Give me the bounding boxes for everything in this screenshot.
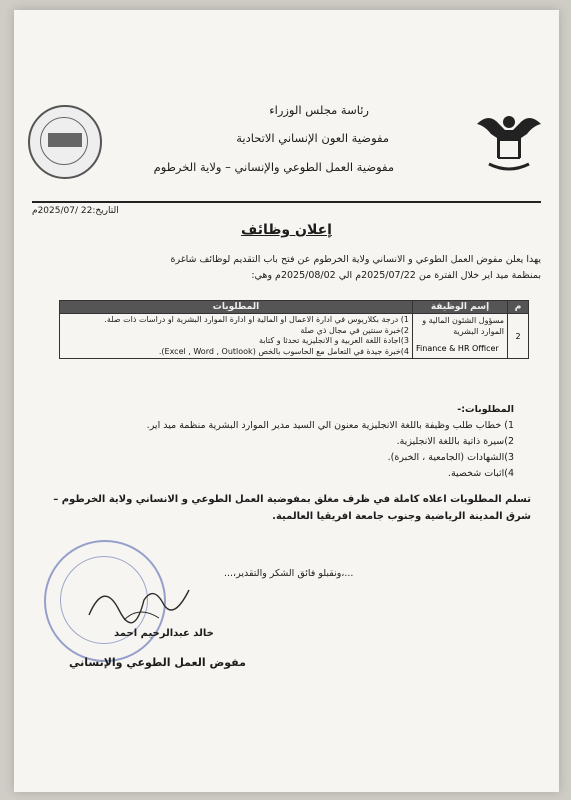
row-no: 2: [508, 314, 529, 359]
document-page: [14, 10, 559, 792]
header-no: م: [508, 301, 529, 314]
requirement-item: 1) درجة بكلاريوس في ادارة الاعمال او المالية او ادارة الموارد البشرية او دراسات ذات صلة.: [104, 315, 409, 324]
header-line-cabinet: رئاسة مجلس الوزراء: [269, 103, 369, 117]
submission-note: تسلم المطلوبات اعلاه كاملة في ظرف مغلق بمفوضية العمل الطوعي و الانساني ولاية الخرطوم – شرق المدينة الرياضية وجنوب جامعة افريقيا العالمية.: [53, 494, 531, 522]
row-job: [413, 314, 508, 359]
requirement-item: 4)خبرة جيدة في التعامل مع الحاسوب بالخص (Excel , Word , Outlook).: [158, 346, 409, 356]
list-item: 2)سيرة ذاتية باللغة الانجليزية.: [396, 436, 514, 447]
signatory-title: مفوض العمل الطوعي والإنساني: [69, 656, 246, 669]
thanks-line: ...،ونقبلو فائق الشكر والتقدير،...: [224, 568, 354, 579]
intro-line-1: يهدا يعلن مفوض العمل الطوعي و الانساني ولاية الخرطوم عن فتح باب التقديم لوظائف شاغرة: [170, 254, 541, 265]
header-job: إسم الوظيفة: [413, 301, 508, 314]
list-item: 3)الشهادات (الجامعية ، الخبرة).: [387, 452, 514, 463]
table-header-row: [60, 301, 529, 314]
table-row: [60, 314, 529, 359]
handwritten-signature-icon: [84, 570, 194, 630]
document-date: التاريخ:22 /2025/07م: [32, 206, 119, 216]
header-requirements: المطلوبات: [60, 301, 413, 314]
sudan-emblem-icon: [469, 102, 549, 182]
list-item: 4)اثبات شخصية.: [447, 468, 514, 479]
job-title-en: Finance & HR Officer: [416, 344, 499, 353]
row-requirements: [60, 314, 413, 359]
header-line-hac: مفوضية العون الإنساني الاتحادية: [236, 131, 389, 145]
page-title: إعلان وظائف: [241, 222, 332, 238]
job-title-ar: مسؤول الشئون المالية و الموارد البشرية: [422, 316, 504, 336]
intro-line-2: بمنظمة ميد اير خلال الفترة من 2025/07/22م الي 2025/08/02م وهي:: [251, 270, 541, 281]
requirements-heading: المطلوبات:-: [457, 404, 514, 415]
jobs-table: [59, 300, 529, 359]
commission-logo-icon: [28, 105, 102, 179]
header-line-voluntary: مفوضية العمل الطوعي والإنساني – ولاية الخرطوم: [153, 160, 394, 174]
header-divider: [32, 201, 541, 203]
requirements-list: [44, 418, 514, 482]
requirement-item: 3)اجادة اللغة العربية و الانجليزية تحدثا و كتابة: [258, 336, 409, 345]
requirement-item: 2)خبرة سنتين في مجال ذي صلة: [300, 325, 409, 335]
signatory-name: خالد عبدالرحيم احمد: [114, 628, 214, 639]
list-item: 1) خطاب طلب وظيفة باللغة الانجليزية معنون الي السيد مدير الموارد البشرية منظمة ميد اير.: [146, 420, 514, 431]
